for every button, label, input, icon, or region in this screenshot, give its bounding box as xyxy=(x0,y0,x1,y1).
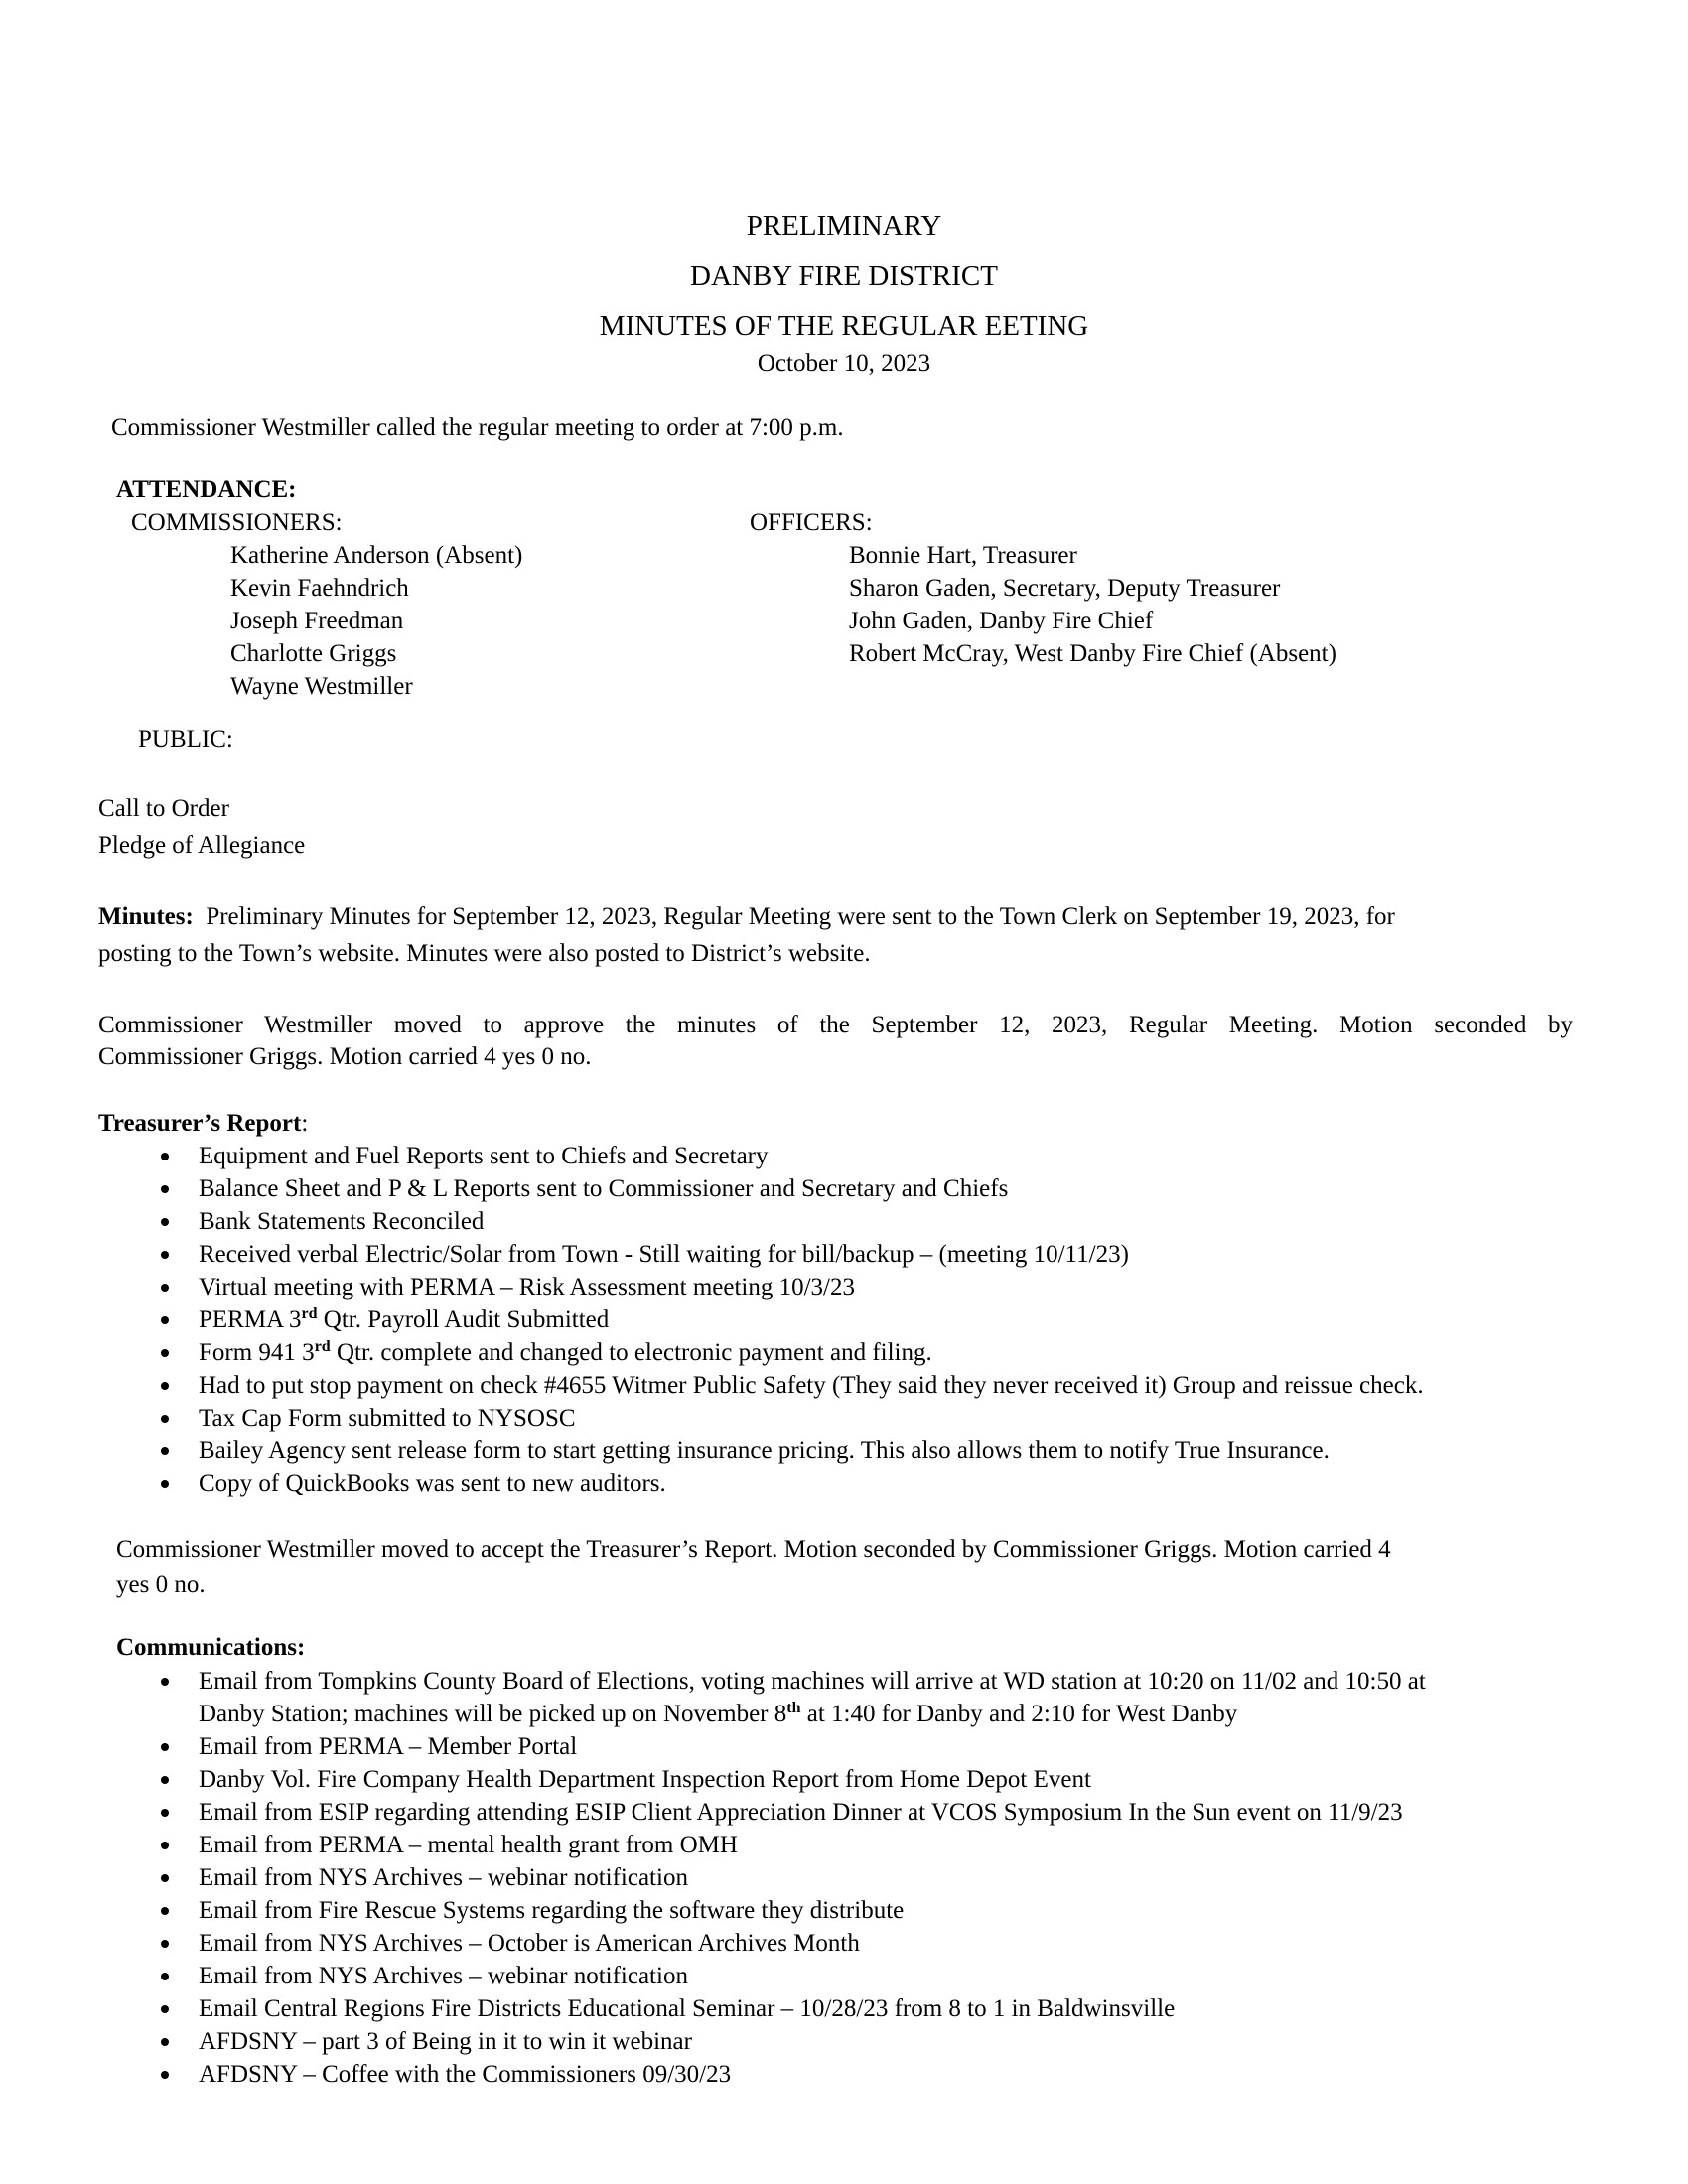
bullet-icon xyxy=(161,1809,169,1817)
list-item: Danby Vol. Fire Company Health Department Inspection Report from Home Depot Event xyxy=(159,1763,1589,1796)
communications-heading: Communications: xyxy=(116,1634,306,1661)
commissioners-label: COMMISSIONERS: xyxy=(131,509,343,536)
commissioner-name: Charlotte Griggs xyxy=(230,640,397,667)
bullet-icon xyxy=(161,2071,169,2079)
officer-name: Robert McCray, West Danby Fire Chief (Absent) xyxy=(849,640,1336,667)
list-item: Had to put stop payment on check #4655 Witmer Public Safety (They said they never received it) Group and reissue check. xyxy=(159,1369,1589,1402)
list-item: Email from NYS Archives – webinar notification xyxy=(159,1861,1589,1894)
list-item: Copy of QuickBooks was sent to new auditors. xyxy=(159,1467,1589,1500)
commissioners-list xyxy=(230,539,522,703)
list-item: Virtual meeting with PERMA – Risk Assessment meeting 10/3/23 xyxy=(159,1271,1589,1303)
minutes-label: Minutes: xyxy=(98,903,194,930)
bullet-icon xyxy=(161,1776,169,1784)
list-item: Email from ESIP regarding attending ESIP Client Appreciation Dinner at VCOS Symposium In the Sun event on 11/9/23 xyxy=(159,1796,1589,1829)
officers-list xyxy=(849,539,1336,670)
list-item: Equipment and Fuel Reports sent to Chiefs and Secretary xyxy=(159,1140,1589,1172)
bullet-icon xyxy=(161,1907,169,1915)
minutes-paragraph-line1: Minutes: Preliminary Minutes for September 12, 2023, Regular Meeting were sent to the Town Clerk on September 19, 2023, for xyxy=(98,903,1395,930)
minutes-motion-line2: Commissioner Griggs. Motion carried 4 yes 0 no. xyxy=(98,1043,592,1070)
bullet-icon xyxy=(161,1743,169,1751)
bullet-icon xyxy=(161,1218,169,1226)
treasurer-report-list xyxy=(159,1140,1589,1500)
list-item: Tax Cap Form submitted to NYSOSC xyxy=(159,1402,1589,1434)
bullet-icon xyxy=(161,1185,169,1193)
list-item: Balance Sheet and P & L Reports sent to Commissioner and Secretary and Chiefs xyxy=(159,1172,1589,1205)
commissioner-name: Kevin Faehndrich xyxy=(230,575,409,602)
attendance-heading: ATTENDANCE: xyxy=(116,477,297,503)
bullet-icon xyxy=(161,1251,169,1259)
agenda-pledge: Pledge of Allegiance xyxy=(98,832,306,859)
minutes-paragraph-line2: posting to the Town’s website. Minutes were also posted to District’s website. xyxy=(98,940,871,967)
bullet-icon xyxy=(161,2038,169,2046)
header-district: DANBY FIRE DISTRICT xyxy=(690,260,998,292)
header-minutes-title: MINUTES OF THE REGULAR EETING xyxy=(599,310,1089,341)
bullet-icon xyxy=(161,1382,169,1390)
list-item: Email from PERMA – Member Portal xyxy=(159,1730,1589,1763)
list-item: Bailey Agency sent release form to start getting insurance pricing. This also allows them to notify True Insurance. xyxy=(159,1434,1589,1467)
commissioner-name: Katherine Anderson (Absent) xyxy=(230,542,523,569)
list-item: Email Central Regions Fire Districts Educational Seminar – 10/28/23 from 8 to 1 in Baldwinsville xyxy=(159,1992,1589,2025)
header-preliminary: PRELIMINARY xyxy=(746,210,942,242)
list-item: Email from Tompkins County Board of Elections, voting machines will arrive at WD station at 10:20 on 11/02 and 10:50 at Danby Station; machines will be picked up on November 8th at 1:40 for Danby and 2:10 for West Danby xyxy=(159,1665,1589,1730)
officer-name: Sharon Gaden, Secretary, Deputy Treasurer xyxy=(849,575,1281,602)
bullet-icon xyxy=(161,1153,169,1160)
header-date: October 10, 2023 xyxy=(757,350,931,377)
list-item: Email from Fire Rescue Systems regarding the software they distribute xyxy=(159,1894,1589,1927)
list-item: AFDSNY – part 3 of Being in it to win it webinar xyxy=(159,2025,1589,2058)
officer-name: John Gaden, Danby Fire Chief xyxy=(849,608,1154,634)
communications-list xyxy=(159,1665,1589,2091)
list-item: Bank Statements Reconciled xyxy=(159,1205,1589,1238)
list-item: Form 941 3rd Qtr. complete and changed to electronic payment and filing. xyxy=(159,1336,1589,1369)
bullet-icon xyxy=(161,1415,169,1423)
commissioner-name: Wayne Westmiller xyxy=(230,673,413,700)
list-item: PERMA 3rd Qtr. Payroll Audit Submitted xyxy=(159,1303,1589,1336)
commissioner-name: Joseph Freedman xyxy=(230,608,404,634)
list-item: AFDSNY – Coffee with the Commissioners 09/30/23 xyxy=(159,2058,1589,2091)
agenda-call-to-order: Call to Order xyxy=(98,795,229,822)
bullet-icon xyxy=(161,2005,169,2013)
list-item: Received verbal Electric/Solar from Town - Still waiting for bill/backup – (meeting 10/11/23) xyxy=(159,1238,1589,1271)
treasurer-motion-line2: yes 0 no. xyxy=(116,1571,206,1598)
bullet-icon xyxy=(161,1349,169,1357)
minutes-motion-line1: Commissioner Westmiller moved to approve the minutes of the September 12, 2023, Regular Meeting. Motion seconded by xyxy=(98,1012,1573,1038)
bullet-icon xyxy=(161,1874,169,1882)
bullet-icon xyxy=(161,1316,169,1324)
officer-name: Bonnie Hart, Treasurer xyxy=(849,542,1077,569)
bullet-icon xyxy=(161,1678,169,1686)
public-label: PUBLIC: xyxy=(138,726,233,752)
bullet-icon xyxy=(161,1973,169,1980)
list-item: Email from NYS Archives – October is American Archives Month xyxy=(159,1927,1589,1960)
bullet-icon xyxy=(161,1480,169,1488)
list-item: Email from PERMA – mental health grant from OMH xyxy=(159,1829,1589,1861)
treasurer-motion-line1: Commissioner Westmiller moved to accept the Treasurer’s Report. Motion seconded by Commissioner Griggs. Motion carried 4 xyxy=(116,1536,1391,1563)
bullet-icon xyxy=(161,1940,169,1948)
list-item: Email from NYS Archives – webinar notification xyxy=(159,1960,1589,1992)
bullet-icon xyxy=(161,1447,169,1455)
treasurer-heading: Treasurer’s Report: xyxy=(98,1110,309,1137)
bullet-icon xyxy=(161,1842,169,1849)
call-to-order-text: Commissioner Westmiller called the regular meeting to order at 7:00 p.m. xyxy=(111,414,844,441)
officers-label: OFFICERS: xyxy=(750,509,873,536)
bullet-icon xyxy=(161,1284,169,1292)
